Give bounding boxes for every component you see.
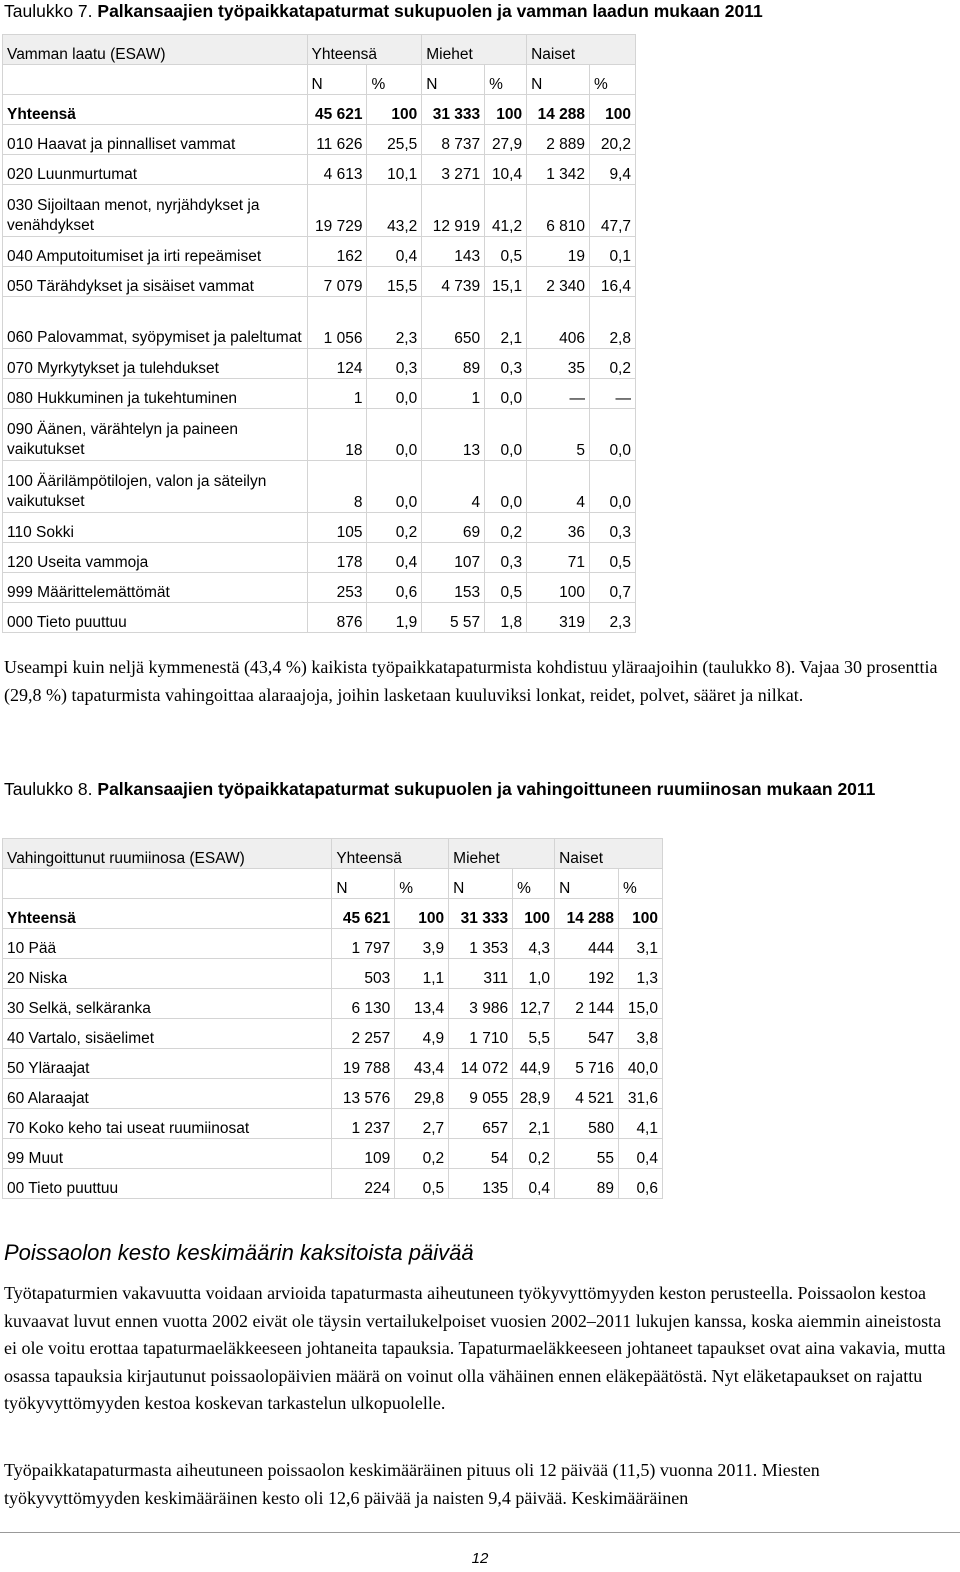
table-cell: 31 333 bbox=[449, 899, 513, 929]
table-row bbox=[3, 1169, 663, 1199]
row-label: 100 Äärilämpötilojen, valon ja säteilyn vaikutukset bbox=[3, 461, 308, 513]
table-cell: 0,3 bbox=[485, 543, 527, 573]
table-cell: 19 788 bbox=[332, 1049, 395, 1079]
table8-header-row bbox=[3, 839, 663, 869]
table-cell: 19 bbox=[527, 237, 590, 267]
table-cell: 3 271 bbox=[422, 155, 485, 185]
table-cell: 0,0 bbox=[367, 379, 422, 409]
table-cell: 0,5 bbox=[590, 543, 636, 573]
table-cell: 43,2 bbox=[367, 185, 422, 237]
body-paragraph-3: Työpaikkatapaturmasta aiheutuneen poissaolon keskimääräinen pituus oli 12 päivää (11,5) vuonna 2011. Miesten työkyvyttömyyden keskimääräinen kesto oli 12,6 päivää ja naisten 9,4 päivää. Keskimääräinen bbox=[4, 1460, 820, 1508]
table-cell: 28,9 bbox=[513, 1079, 555, 1109]
table-cell: 27,9 bbox=[485, 125, 527, 155]
table-cell: — bbox=[590, 379, 636, 409]
table-cell: 2,7 bbox=[395, 1109, 449, 1139]
table8-header-men: Miehet bbox=[449, 839, 555, 869]
table-cell: — bbox=[527, 379, 590, 409]
table-cell: 16,4 bbox=[590, 267, 636, 297]
table7-subheader-blank bbox=[3, 65, 308, 95]
body-paragraph-2: Työtapaturmien vakavuutta voidaan arvioida tapaturmasta aiheutuneen työkyvyttömyyden keston perusteella. Poissaolon kestoa kuvaavat luvut ennen vuotta 2002 eivät ole täysin vertailukelpoiset vuosien 2002–2011 lukujen kanssa, koska aiemmin aineistosta ei ole voitu erottaa tapaturmaeläkkeeseen johtaneita tapauksia. Tapaturmaeläkkeeseen johtaneet tapaukset ovat aina vakavia, mutta osassa tapauksia kirjautunut poissaolopäivien määrä on voinut olla vähäinen ennen eläkepäätöstä. Nyt eläketapaukset on rajattu työkyvyttömyyden kestoa koskevan tarkastelun ulkopuolelle. bbox=[4, 1283, 946, 1413]
table-cell: 1,8 bbox=[485, 603, 527, 633]
table-cell: 0,6 bbox=[367, 573, 422, 603]
row-label: 00 Tieto puuttuu bbox=[3, 1169, 332, 1199]
table7-header-men: Miehet bbox=[422, 35, 527, 65]
table7-body bbox=[3, 35, 636, 633]
table-row bbox=[3, 267, 636, 297]
table-cell: 47,7 bbox=[590, 185, 636, 237]
table-cell: 2,3 bbox=[590, 603, 636, 633]
table7-subheader-cell: % bbox=[485, 65, 527, 95]
table-row bbox=[3, 185, 636, 237]
table8-caption bbox=[4, 778, 954, 801]
table-cell: 0,5 bbox=[485, 573, 527, 603]
table-cell: 89 bbox=[422, 349, 485, 379]
table8-caption-title: Palkansaajien työpaikkatapaturmat sukupuolen ja vahingoittuneen ruumiinosan mukaan 2011 bbox=[97, 779, 876, 799]
table-cell: 1 237 bbox=[332, 1109, 395, 1139]
table-cell: 2,8 bbox=[590, 297, 636, 349]
table-cell: 1 797 bbox=[332, 929, 395, 959]
table-cell: 31 333 bbox=[422, 95, 485, 125]
row-label: 60 Alaraajat bbox=[3, 1079, 332, 1109]
table-cell: 224 bbox=[332, 1169, 395, 1199]
table-row bbox=[3, 1139, 663, 1169]
table-cell: 12,7 bbox=[513, 989, 555, 1019]
table-cell: 503 bbox=[332, 959, 395, 989]
table-row bbox=[3, 1019, 663, 1049]
body-paragraph-1: Useampi kuin neljä kymmenestä (43,4 %) kaikista työpaikkatapaturmista kohdistuu yläraajoihin (taulukko 8). Vajaa 30 prosenttia (29,8 %) tapaturmista vahingoittaa alaraajoja, joihin lasketaan kuuluviksi lonkat, reidet, polvet, sääret ja nilkat. bbox=[4, 657, 938, 705]
table8-subheader-cell: % bbox=[395, 869, 449, 899]
table-row bbox=[3, 1049, 663, 1079]
table-cell: 0,2 bbox=[485, 513, 527, 543]
table-cell: 19 729 bbox=[307, 185, 367, 237]
table-cell: 4,9 bbox=[395, 1019, 449, 1049]
table-cell: 5 716 bbox=[555, 1049, 619, 1079]
table-cell: 0,0 bbox=[590, 409, 636, 461]
table-cell: 1 353 bbox=[449, 929, 513, 959]
table-cell: 0,7 bbox=[590, 573, 636, 603]
table8-subheader-row bbox=[3, 869, 663, 899]
table7-caption bbox=[4, 0, 763, 23]
table-row bbox=[3, 155, 636, 185]
table-cell: 0,0 bbox=[485, 379, 527, 409]
table8-caption-label: Taulukko 8. bbox=[4, 779, 93, 799]
table-row bbox=[3, 1079, 663, 1109]
table7-header-women: Naiset bbox=[527, 35, 636, 65]
row-label: 70 Koko keho tai useat ruumiinosat bbox=[3, 1109, 332, 1139]
table-cell: 0,3 bbox=[590, 513, 636, 543]
table-cell: 40,0 bbox=[619, 1049, 663, 1079]
row-label: 080 Hukkuminen ja tukehtuminen bbox=[3, 379, 308, 409]
table-cell: 162 bbox=[307, 237, 367, 267]
table-row bbox=[3, 379, 636, 409]
table-cell: 14 288 bbox=[555, 899, 619, 929]
table-row bbox=[3, 513, 636, 543]
row-label: Yhteensä bbox=[3, 95, 308, 125]
table-cell: 0,0 bbox=[485, 409, 527, 461]
table-cell: 153 bbox=[422, 573, 485, 603]
row-label: 060 Palovammat, syöpymiset ja paleltumat bbox=[3, 297, 308, 349]
table-cell: 13,4 bbox=[395, 989, 449, 1019]
table8-body bbox=[3, 839, 663, 1199]
table-cell: 0,2 bbox=[590, 349, 636, 379]
table-cell: 8 bbox=[307, 461, 367, 513]
row-label: 020 Luunmurtumat bbox=[3, 155, 308, 185]
table-row bbox=[3, 959, 663, 989]
row-label: 070 Myrkytykset ja tulehdukset bbox=[3, 349, 308, 379]
table-cell: 100 bbox=[513, 899, 555, 929]
row-label: 40 Vartalo, sisäelimet bbox=[3, 1019, 332, 1049]
row-label: 050 Tärähdykset ja sisäiset vammat bbox=[3, 267, 308, 297]
table8-subheader-cell: % bbox=[619, 869, 663, 899]
table-cell: 135 bbox=[449, 1169, 513, 1199]
row-label: 999 Määrittelemättömät bbox=[3, 573, 308, 603]
table-cell: 29,8 bbox=[395, 1079, 449, 1109]
table-row bbox=[3, 349, 636, 379]
table-cell: 9 055 bbox=[449, 1079, 513, 1109]
table-row bbox=[3, 461, 636, 513]
table-cell: 192 bbox=[555, 959, 619, 989]
table-cell: 4,3 bbox=[513, 929, 555, 959]
table-row bbox=[3, 1109, 663, 1139]
table-cell: 12 919 bbox=[422, 185, 485, 237]
table-cell: 71 bbox=[527, 543, 590, 573]
footer-divider bbox=[0, 1532, 960, 1533]
table-cell: 2 889 bbox=[527, 125, 590, 155]
table-cell: 143 bbox=[422, 237, 485, 267]
table-cell: 178 bbox=[307, 543, 367, 573]
table-cell: 0,6 bbox=[619, 1169, 663, 1199]
table7-subheader-cell: N bbox=[307, 65, 367, 95]
table-cell: 0,0 bbox=[367, 409, 422, 461]
table-cell: 25,5 bbox=[367, 125, 422, 155]
row-label: 50 Yläraajat bbox=[3, 1049, 332, 1079]
page-number: 12 bbox=[471, 1550, 489, 1567]
table-cell: 15,5 bbox=[367, 267, 422, 297]
table-cell: 0,4 bbox=[619, 1139, 663, 1169]
table-cell: 5 57 bbox=[422, 603, 485, 633]
table7 bbox=[2, 34, 636, 633]
table-cell: 105 bbox=[307, 513, 367, 543]
table-cell: 18 bbox=[307, 409, 367, 461]
table7-caption-label: Taulukko 7. bbox=[4, 1, 93, 21]
row-label: 010 Haavat ja pinnalliset vammat bbox=[3, 125, 308, 155]
table-row bbox=[3, 297, 636, 349]
table-cell: 0,3 bbox=[367, 349, 422, 379]
table-cell: 10,1 bbox=[367, 155, 422, 185]
table-cell: 36 bbox=[527, 513, 590, 543]
table-cell: 7 079 bbox=[307, 267, 367, 297]
table-cell: 100 bbox=[527, 573, 590, 603]
table-cell: 55 bbox=[555, 1139, 619, 1169]
table7-subheader-cell: % bbox=[590, 65, 636, 95]
table-cell: 43,4 bbox=[395, 1049, 449, 1079]
table-cell: 100 bbox=[485, 95, 527, 125]
table-cell: 1 056 bbox=[307, 297, 367, 349]
table-cell: 1 bbox=[307, 379, 367, 409]
table-cell: 3 986 bbox=[449, 989, 513, 1019]
table-cell: 0,0 bbox=[590, 461, 636, 513]
row-label: 120 Useita vammoja bbox=[3, 543, 308, 573]
table-cell: 100 bbox=[395, 899, 449, 929]
table7-subheader-cell: % bbox=[367, 65, 422, 95]
table-cell: 1,3 bbox=[619, 959, 663, 989]
table-cell: 2,3 bbox=[367, 297, 422, 349]
table-cell: 13 576 bbox=[332, 1079, 395, 1109]
table-cell: 0,2 bbox=[513, 1139, 555, 1169]
table-cell: 4 521 bbox=[555, 1079, 619, 1109]
section-heading: Poissaolon kesto keskimäärin kaksitoista päivää bbox=[4, 1240, 474, 1265]
table7-header-row bbox=[3, 35, 636, 65]
table7-header-total: Yhteensä bbox=[307, 35, 422, 65]
table-cell: 1,0 bbox=[513, 959, 555, 989]
table8-subheader-cell: N bbox=[555, 869, 619, 899]
table-cell: 2,1 bbox=[485, 297, 527, 349]
table-cell: 124 bbox=[307, 349, 367, 379]
table-cell: 4 bbox=[527, 461, 590, 513]
table-cell: 45 621 bbox=[332, 899, 395, 929]
table-row bbox=[3, 929, 663, 959]
table-cell: 20,2 bbox=[590, 125, 636, 155]
table-cell: 0,2 bbox=[395, 1139, 449, 1169]
table-cell: 10,4 bbox=[485, 155, 527, 185]
table8-header-label: Vahingoittunut ruumiinosa (ESAW) bbox=[3, 839, 332, 869]
table-row bbox=[3, 95, 636, 125]
row-label: 040 Amputoitumiset ja irti repeämiset bbox=[3, 237, 308, 267]
table-cell: 100 bbox=[590, 95, 636, 125]
table-cell: 650 bbox=[422, 297, 485, 349]
table-cell: 15,0 bbox=[619, 989, 663, 1019]
table-cell: 89 bbox=[555, 1169, 619, 1199]
table-cell: 2 257 bbox=[332, 1019, 395, 1049]
table-cell: 14 288 bbox=[527, 95, 590, 125]
table-cell: 406 bbox=[527, 297, 590, 349]
table8-subheader-cell: N bbox=[449, 869, 513, 899]
table-cell: 3,9 bbox=[395, 929, 449, 959]
table-cell: 0,4 bbox=[513, 1169, 555, 1199]
table8-header-total: Yhteensä bbox=[332, 839, 449, 869]
table-cell: 0,5 bbox=[485, 237, 527, 267]
row-label: 30 Selkä, selkäranka bbox=[3, 989, 332, 1019]
table-cell: 9,4 bbox=[590, 155, 636, 185]
table-cell: 2,1 bbox=[513, 1109, 555, 1139]
row-label: 20 Niska bbox=[3, 959, 332, 989]
table8 bbox=[2, 838, 663, 1199]
table-cell: 1 342 bbox=[527, 155, 590, 185]
table-cell: 8 737 bbox=[422, 125, 485, 155]
table-cell: 109 bbox=[332, 1139, 395, 1169]
table-cell: 0,1 bbox=[590, 237, 636, 267]
table-cell: 0,0 bbox=[485, 461, 527, 513]
table7-header-label: Vamman laatu (ESAW) bbox=[3, 35, 308, 65]
row-label: 030 Sijoiltaan menot, nyrjähdykset ja venähdykset bbox=[3, 185, 308, 237]
table-cell: 0,3 bbox=[485, 349, 527, 379]
row-label: 000 Tieto puuttuu bbox=[3, 603, 308, 633]
table-cell: 3,8 bbox=[619, 1019, 663, 1049]
table-cell: 4,1 bbox=[619, 1109, 663, 1139]
table-cell: 580 bbox=[555, 1109, 619, 1139]
table-cell: 31,6 bbox=[619, 1079, 663, 1109]
table-cell: 4 613 bbox=[307, 155, 367, 185]
row-label: 090 Äänen, värähtelyn ja paineen vaikutukset bbox=[3, 409, 308, 461]
table-cell: 100 bbox=[367, 95, 422, 125]
table-row bbox=[3, 409, 636, 461]
table8-subheader-cell: % bbox=[513, 869, 555, 899]
table-cell: 5 bbox=[527, 409, 590, 461]
table-cell: 41,2 bbox=[485, 185, 527, 237]
table-row bbox=[3, 989, 663, 1019]
table-row bbox=[3, 603, 636, 633]
table-cell: 100 bbox=[619, 899, 663, 929]
row-label: 99 Muut bbox=[3, 1139, 332, 1169]
table-cell: 13 bbox=[422, 409, 485, 461]
table-row bbox=[3, 543, 636, 573]
table-cell: 876 bbox=[307, 603, 367, 633]
table-cell: 5,5 bbox=[513, 1019, 555, 1049]
table-cell: 14 072 bbox=[449, 1049, 513, 1079]
table7-subheader-cell: N bbox=[422, 65, 485, 95]
table-cell: 15,1 bbox=[485, 267, 527, 297]
table7-subheader-cell: N bbox=[527, 65, 590, 95]
table-cell: 0,2 bbox=[367, 513, 422, 543]
table-cell: 107 bbox=[422, 543, 485, 573]
table-cell: 54 bbox=[449, 1139, 513, 1169]
table-cell: 6 130 bbox=[332, 989, 395, 1019]
row-label: 110 Sokki bbox=[3, 513, 308, 543]
table-cell: 444 bbox=[555, 929, 619, 959]
table-cell: 1 bbox=[422, 379, 485, 409]
table-cell: 6 810 bbox=[527, 185, 590, 237]
table7-caption-title: Palkansaajien työpaikkatapaturmat sukupuolen ja vamman laadun mukaan 2011 bbox=[97, 1, 763, 21]
table-row bbox=[3, 125, 636, 155]
table8-subheader-cell: N bbox=[332, 869, 395, 899]
table-cell: 0,0 bbox=[367, 461, 422, 513]
table8-header-women: Naiset bbox=[555, 839, 663, 869]
table-cell: 0,4 bbox=[367, 237, 422, 267]
table-cell: 547 bbox=[555, 1019, 619, 1049]
table-cell: 1,1 bbox=[395, 959, 449, 989]
table-cell: 1 710 bbox=[449, 1019, 513, 1049]
table-cell: 11 626 bbox=[307, 125, 367, 155]
table-cell: 2 340 bbox=[527, 267, 590, 297]
row-label: Yhteensä bbox=[3, 899, 332, 929]
table-cell: 253 bbox=[307, 573, 367, 603]
table-cell: 35 bbox=[527, 349, 590, 379]
row-label: 10 Pää bbox=[3, 929, 332, 959]
table-row bbox=[3, 237, 636, 267]
table-cell: 45 621 bbox=[307, 95, 367, 125]
table-cell: 69 bbox=[422, 513, 485, 543]
table-cell: 44,9 bbox=[513, 1049, 555, 1079]
table-cell: 4 739 bbox=[422, 267, 485, 297]
table-cell: 4 bbox=[422, 461, 485, 513]
table-cell: 1,9 bbox=[367, 603, 422, 633]
table-cell: 657 bbox=[449, 1109, 513, 1139]
table-cell: 311 bbox=[449, 959, 513, 989]
table8-subheader-blank bbox=[3, 869, 332, 899]
table-row bbox=[3, 573, 636, 603]
table-cell: 0,4 bbox=[367, 543, 422, 573]
table-cell: 319 bbox=[527, 603, 590, 633]
table-row bbox=[3, 899, 663, 929]
table-cell: 0,5 bbox=[395, 1169, 449, 1199]
table-cell: 3,1 bbox=[619, 929, 663, 959]
table-cell: 2 144 bbox=[555, 989, 619, 1019]
table7-subheader-row bbox=[3, 65, 636, 95]
